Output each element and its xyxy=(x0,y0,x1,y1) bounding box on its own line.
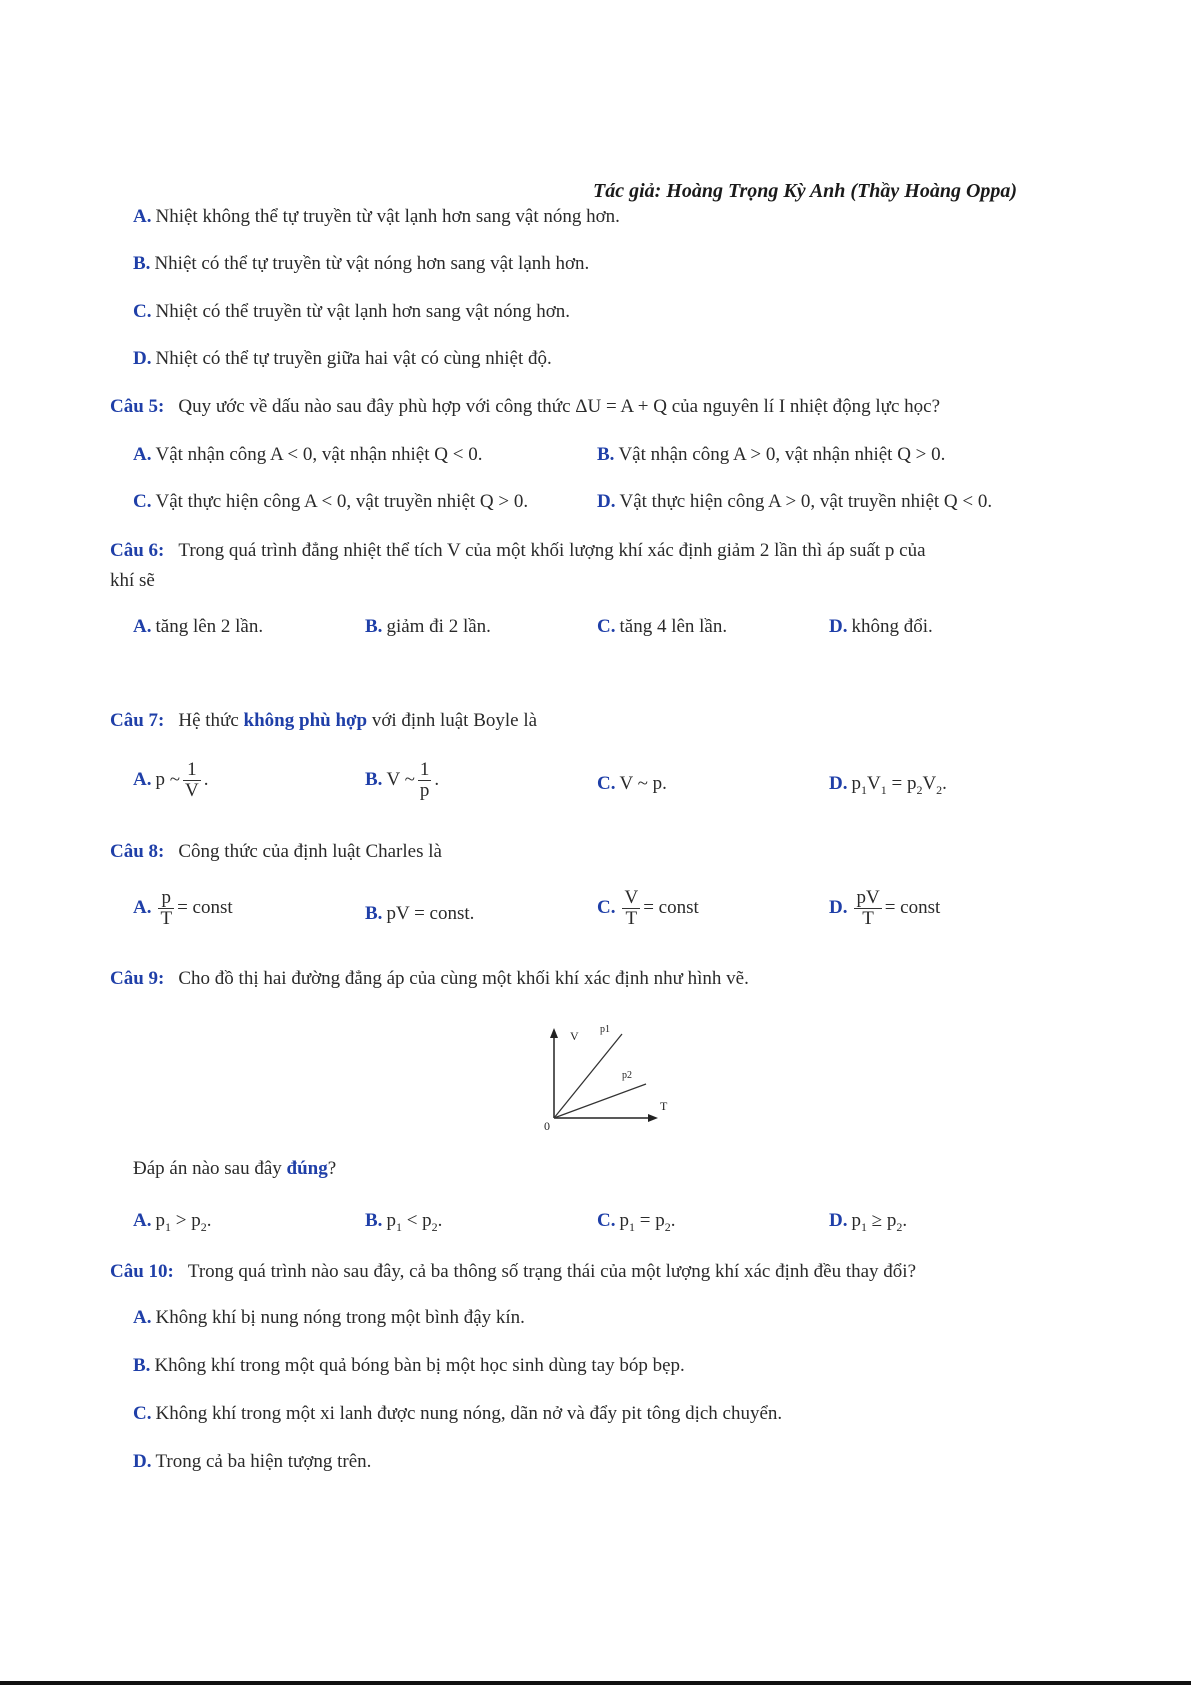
option-label: B. xyxy=(365,616,383,637)
option-label: D. xyxy=(829,896,848,918)
q10-option-c xyxy=(133,1403,782,1425)
option-text: tăng lên 2 lần. xyxy=(155,616,264,637)
q6-stem xyxy=(110,540,926,562)
q8-stem xyxy=(110,841,442,863)
option-text: không đổi. xyxy=(851,616,933,637)
question-text: Hệ thức xyxy=(178,710,244,731)
t-axis-label: T xyxy=(660,1099,668,1113)
q6-option-c xyxy=(597,616,727,638)
option-label: C. xyxy=(133,301,152,322)
symbol: p xyxy=(155,1210,165,1231)
isobar-graph xyxy=(540,1020,680,1135)
option-label: A. xyxy=(133,1307,152,1328)
symbol: p xyxy=(191,1210,201,1231)
question-label: Câu 5: xyxy=(110,396,165,417)
option-label: B. xyxy=(365,903,383,924)
question-label: Câu 10: xyxy=(110,1261,174,1282)
q5-option-a xyxy=(133,444,482,466)
subscript: 2 xyxy=(431,1219,438,1234)
option-label: C. xyxy=(597,1210,616,1231)
symbol: V xyxy=(866,773,881,794)
q4-option-d xyxy=(133,348,552,370)
question-text: Trong quá trình đẳng nhiệt thể tích V của một khối lượng khí xác định giảm 2 lần thì áp suất p của xyxy=(178,540,926,561)
question-text-tail: với định luật Boyle là xyxy=(367,710,538,731)
formula-end: . xyxy=(206,1210,212,1231)
option-label: A. xyxy=(133,206,152,227)
q9-option-c xyxy=(597,1210,675,1235)
option-label: B. xyxy=(133,1355,151,1376)
q7-stem xyxy=(110,710,537,732)
option-label: C. xyxy=(133,491,152,512)
q7-option-d xyxy=(829,773,947,798)
option-label: D. xyxy=(133,348,152,369)
operator: = xyxy=(634,1210,656,1231)
subscript: 1 xyxy=(164,1219,171,1234)
denominator: T xyxy=(160,907,173,929)
subscript: 2 xyxy=(896,1219,903,1234)
v-axis-arrow xyxy=(550,1028,558,1038)
option-label: A. xyxy=(133,616,152,637)
option-label: B. xyxy=(133,253,151,274)
q9-stem xyxy=(110,968,749,990)
option-label: C. xyxy=(597,896,616,918)
q6-option-a xyxy=(133,616,263,638)
q5-stem xyxy=(110,396,940,418)
formula-lhs: p ~ xyxy=(155,768,181,790)
q7-option-a xyxy=(133,760,209,801)
symbol: V xyxy=(922,773,937,794)
question-label: Câu 6: xyxy=(110,540,165,561)
operator: ≥ xyxy=(866,1210,887,1231)
question-label: Câu 7: xyxy=(110,710,165,731)
option-label: C. xyxy=(133,1403,152,1424)
q5-option-d xyxy=(597,491,992,513)
symbol: p xyxy=(851,773,861,794)
q5-option-c xyxy=(133,491,528,513)
formula-end: . xyxy=(670,1210,676,1231)
subscript: 2 xyxy=(916,782,923,797)
option-text: Vật thực hiện công A < 0, vật truyền nhiệt Q > 0. xyxy=(155,491,529,512)
q7-option-b xyxy=(365,760,439,801)
numerator: p xyxy=(158,888,174,909)
q8-option-d xyxy=(829,888,940,929)
subscript: 1 xyxy=(860,782,867,797)
formula-end: . xyxy=(203,768,209,790)
q6-option-d xyxy=(829,616,933,638)
option-label: D. xyxy=(829,773,848,794)
formula-end: . xyxy=(434,768,440,790)
fraction xyxy=(622,888,640,929)
formula-lhs: V ~ xyxy=(386,768,415,790)
option-text: Nhiệt có thể tự truyền từ vật nóng hơn sang vật lạnh hơn. xyxy=(154,253,590,274)
line-label-p1: p1 xyxy=(600,1024,610,1035)
prompt-text: Đáp án nào sau đây xyxy=(133,1158,287,1179)
option-label: A. xyxy=(133,1210,152,1231)
option-label: A. xyxy=(133,768,152,790)
option-text: Nhiệt có thể truyền từ vật lạnh hơn sang vật nóng hơn. xyxy=(155,301,571,322)
q9-option-a xyxy=(133,1210,211,1235)
option-label: B. xyxy=(365,768,383,790)
option-label: C. xyxy=(597,773,616,794)
operator: = xyxy=(886,773,907,794)
option-text: Không khí trong một quả bóng bàn bị một học sinh dùng tay bóp bẹp. xyxy=(154,1355,685,1376)
author-credit: Tác giả: Hoàng Trọng Kỳ Anh (Thầy Hoàng Oppa) xyxy=(593,180,1018,202)
symbol: p xyxy=(851,1210,861,1231)
q9-prompt xyxy=(133,1158,336,1180)
option-text: Không khí trong một xi lanh được nung nóng, dãn nở và đẩy pit tông dịch chuyển. xyxy=(155,1403,783,1424)
question-text: Trong quá trình nào sau đây, cả ba thông số trạng thái của một lượng khí xác định đều thay đổi? xyxy=(187,1261,916,1282)
q9-option-d xyxy=(829,1210,907,1235)
operator: < xyxy=(401,1210,423,1231)
question-text: Công thức của định luật Charles là xyxy=(178,841,442,862)
formula-end: . xyxy=(437,1210,443,1231)
q4-option-c xyxy=(133,301,570,323)
t-axis-arrow xyxy=(648,1114,658,1122)
numerator: 1 xyxy=(419,759,430,780)
subscript: 1 xyxy=(860,1219,867,1234)
q10-option-a xyxy=(133,1307,525,1329)
q6-stem-continued: khí sẽ xyxy=(110,570,155,591)
option-label: A. xyxy=(133,896,152,918)
emphasis-text: không phù hợp xyxy=(243,710,368,731)
option-label: B. xyxy=(597,444,615,465)
denominator: p xyxy=(419,779,430,801)
q9-option-b xyxy=(365,1210,442,1235)
formula-rhs: = const xyxy=(643,896,699,918)
question-label: Câu 9: xyxy=(110,968,165,989)
formula-rhs: = const xyxy=(177,896,233,918)
symbol: p xyxy=(906,773,917,794)
symbol: p xyxy=(619,1210,629,1231)
emphasis-text: đúng xyxy=(286,1158,328,1179)
subscript: 1 xyxy=(395,1219,402,1234)
line-label-p2: p2 xyxy=(622,1070,632,1081)
formula: pV = const. xyxy=(386,903,475,924)
option-label: A. xyxy=(133,444,152,465)
q4-option-b xyxy=(133,253,589,275)
formula-rhs: = const xyxy=(884,896,941,918)
symbol: p xyxy=(386,1210,396,1231)
symbol: p xyxy=(886,1210,897,1231)
page-bottom-rule xyxy=(0,1681,1191,1685)
question-text: Cho đồ thị hai đường đẳng áp của cùng một khối khí xác định như hình vẽ. xyxy=(178,968,749,989)
question-text: Quy ước về dấu nào sau đây phù hợp với công thức ΔU = A + Q của nguyên lí I nhiệt động lực học? xyxy=(178,396,941,417)
option-label: B. xyxy=(365,1210,383,1231)
fraction xyxy=(854,888,881,929)
denominator: V xyxy=(185,779,199,801)
subscript: 2 xyxy=(664,1219,671,1234)
numerator: pV xyxy=(856,887,880,908)
option-text: Trong cả ba hiện tượng trên. xyxy=(155,1451,372,1472)
subscript: 1 xyxy=(880,782,887,797)
fraction xyxy=(418,760,432,801)
q4-option-a xyxy=(133,206,620,228)
denominator: T xyxy=(625,907,638,929)
option-text: Nhiệt không thể tự truyền từ vật lạnh hơn sang vật nóng hơn. xyxy=(155,206,620,227)
q8-option-c xyxy=(597,888,699,929)
numerator: V xyxy=(624,887,639,908)
formula: V ~ p. xyxy=(619,773,667,794)
subscript: 2 xyxy=(200,1219,207,1234)
subscript: 2 xyxy=(936,782,943,797)
option-text: Vật nhận công A < 0, vật nhận nhiệt Q < 0. xyxy=(155,444,483,465)
q10-option-d xyxy=(133,1451,371,1473)
q7-option-c xyxy=(597,773,667,795)
option-text: Nhiệt có thể tự truyền giữa hai vật có cùng nhiệt độ. xyxy=(155,348,552,369)
option-label: D. xyxy=(829,616,848,637)
option-text: Vật thực hiện công A > 0, vật truyền nhiệt Q < 0. xyxy=(619,491,993,512)
numerator: 1 xyxy=(183,760,201,781)
q5-option-b xyxy=(597,444,945,466)
option-text: Không khí bị nung nóng trong một bình đậy kín. xyxy=(155,1307,525,1328)
fraction xyxy=(183,760,201,801)
option-label: D. xyxy=(597,491,616,512)
option-label: C. xyxy=(597,616,616,637)
q8-option-b xyxy=(365,903,474,925)
formula-end: . xyxy=(902,1210,908,1231)
option-label: D. xyxy=(133,1451,152,1472)
option-label: D. xyxy=(829,1210,848,1231)
formula-end: . xyxy=(942,773,947,794)
option-text: giảm đi 2 lần. xyxy=(386,616,491,637)
prompt-end: ? xyxy=(327,1158,337,1179)
q10-stem xyxy=(110,1261,916,1283)
option-text: Vật nhận công A > 0, vật nhận nhiệt Q > 0. xyxy=(618,444,946,465)
denominator: T xyxy=(862,907,874,929)
v-axis-label: V xyxy=(570,1029,579,1043)
symbol: p xyxy=(422,1210,432,1231)
q10-option-b xyxy=(133,1355,685,1377)
subscript: 1 xyxy=(628,1219,635,1234)
symbol: p xyxy=(655,1210,665,1231)
question-label: Câu 8: xyxy=(110,841,165,862)
operator: > xyxy=(170,1210,192,1231)
q6-option-b xyxy=(365,616,491,638)
origin-label: 0 xyxy=(544,1119,550,1133)
q8-option-a xyxy=(133,888,233,929)
option-text: tăng 4 lên lần. xyxy=(619,616,728,637)
fraction xyxy=(158,888,174,929)
